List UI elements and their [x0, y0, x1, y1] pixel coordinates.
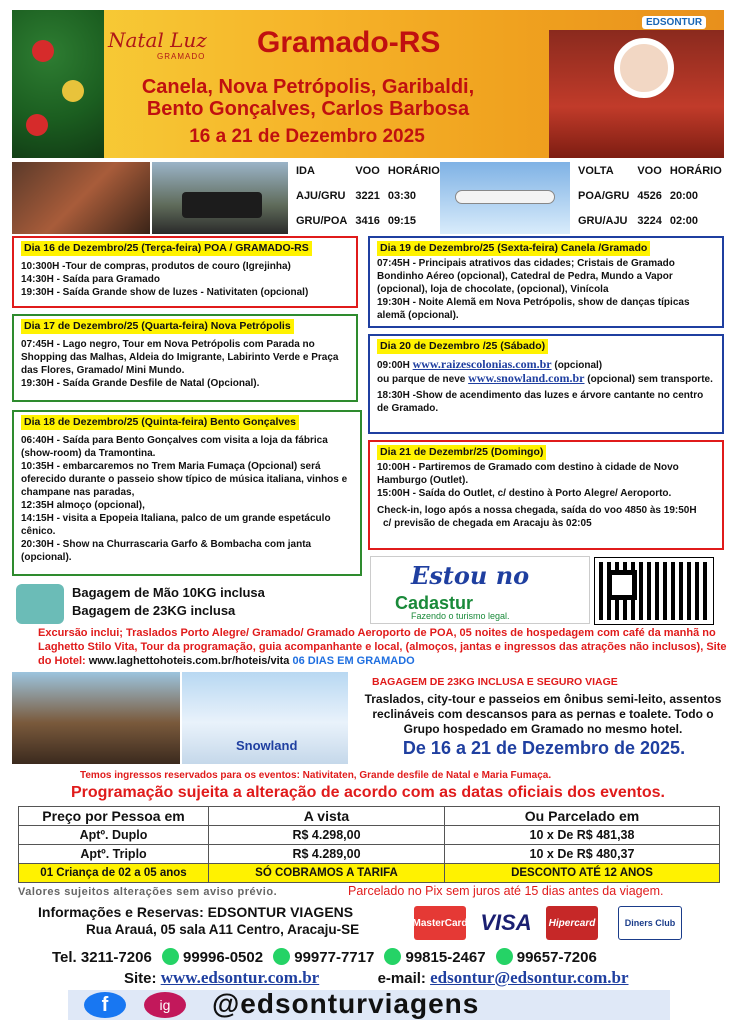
day-heading: Dia 19 de Dezembro/25 (Sexta-feira) Canela /Gramado: [377, 241, 650, 256]
contact-title: Informações e Reservas: EDSONTUR VIAGENS: [38, 904, 354, 920]
flight-cell: 3416: [355, 214, 380, 227]
christmas-tree-image: [12, 10, 104, 158]
transport-info: Traslados, city-tour e passeios em ônibus semi-leito, assentos reclináveis com descansos para as pernas e toalete. Todo o Grupo hospedado em Gramado no mesmo hotel.: [364, 692, 722, 736]
phone-line: [52, 948, 597, 966]
day-line: 10:35H - embarcaremos no Trem Maria Fumaça (Opcional) será oferecido durante o passeio show típico de música italiana, vinhos e champane nas paradas,: [21, 461, 348, 498]
baggage-line: Bagagem de Mão 10KG inclusa: [72, 585, 265, 600]
column-header: Ou Parcelado em: [445, 807, 720, 826]
table-header-row: [19, 807, 720, 826]
day-line: 20:30H - Show na Churrascaria Garfo & Bombacha com janta (opcional).: [21, 539, 312, 563]
natal-luz-sub: GRAMADO: [157, 52, 206, 61]
day-line: 07:45H - Lago negro, Tour em Nova Petrópolis com Parada no Shopping das Malhas, Aldeia do Imigrante, Labirinto Verde e Praça das Flores, Gramado/ Mini Mundo.: [21, 339, 339, 376]
table-cell: DESCONTO ATÉ 12 ANOS: [445, 864, 720, 883]
snowland-link[interactable]: www.snowland.com.br: [468, 371, 585, 385]
flight-header: VOO: [355, 164, 380, 177]
price-table: [18, 806, 720, 883]
day-line: Check-in, logo após a nossa chegada, saída do voo 4850 às 19:50H: [377, 505, 697, 516]
flight-cell: 09:15: [387, 214, 416, 227]
santa-face-icon: [614, 38, 674, 98]
flight-header: VOO: [637, 164, 662, 177]
table-cell: R$ 4.298,00: [209, 826, 445, 845]
day-18-box: [12, 410, 362, 576]
day-line: [377, 372, 715, 386]
snowland-photo: [182, 672, 348, 764]
optional-text: (opcional) sem transporte.: [587, 374, 713, 385]
day-16-box: [12, 236, 358, 308]
header-dates: 16 a 21 de Dezembro 2025: [189, 126, 425, 147]
route-line-1: Canela, Nova Petrópolis, Garibaldi,: [141, 76, 475, 98]
flight-header: IDA: [296, 164, 315, 177]
santa-claus-image: [549, 30, 724, 158]
ornament-icon: [26, 114, 48, 136]
airplane-icon: [455, 190, 555, 204]
whatsapp-number[interactable]: 99657-7206: [516, 949, 597, 966]
flight-cell: 3221: [355, 189, 380, 202]
table-row: [19, 845, 720, 864]
qr-code-icon[interactable]: [595, 558, 713, 624]
cadastur-logo: Cadastur: [395, 593, 474, 613]
site-label: Site:: [124, 970, 157, 987]
whatsapp-number[interactable]: 99996-0502: [182, 949, 264, 966]
visa-icon: VISA: [478, 906, 534, 940]
day-line: 06:40H - Saída para Bento Gonçalves com visita a loja da fábrica (show-room) da Tramontina.: [21, 435, 328, 459]
flight-cell: GRU/AJU: [578, 214, 628, 227]
day-line: 15:00H - Saída do Outlet, c/ destino à Porto Alegre/ Aeroporto.: [377, 488, 672, 499]
header-banner: [12, 10, 724, 158]
hotel-site-link[interactable]: www.laghettohoteis.com.br/hoteis/vita: [88, 655, 290, 667]
website-link[interactable]: www.edsontur.com.br: [160, 968, 320, 987]
flight-cell: 02:00: [669, 214, 698, 227]
flight-header: HORÁRIO: [669, 164, 722, 177]
day-line: 19:30H - Noite Alemã em Nova Petrópolis, show de danças típicas alemã (opcional).: [377, 297, 690, 321]
social-handle[interactable]: @edsonturviagens: [212, 988, 480, 1019]
snow-park-text: ou parque de neve: [377, 374, 466, 385]
day-line: 14:30H - Saída para Gramado: [21, 274, 160, 285]
tickets-note: Temos ingressos reservados para os eventos: Nativitaten, Grande desfile de Natal e Maria Fumaça.: [80, 770, 552, 781]
day-heading: Dia 21 de Dezembr/25 (Domingo): [377, 445, 546, 460]
flight-cell: POA/GRU: [578, 189, 630, 202]
social-bar: [68, 990, 670, 1020]
day-line: 12:35H almoço (opcional),: [21, 500, 145, 511]
flight-cell: 03:30: [387, 189, 416, 202]
route-line-2: Bento Gonçalves, Carlos Barbosa: [146, 98, 470, 120]
route-cities: [108, 76, 508, 120]
day-19-box: [368, 236, 724, 328]
whatsapp-icon: [162, 948, 179, 965]
raizes-coloniais-link[interactable]: www.raizescolonias.com.br: [412, 357, 552, 371]
day-line: c/ previsão de chegada em Aracaju às 02:05: [383, 518, 592, 529]
column-header: Preço por Pessoa em: [19, 807, 209, 826]
day-20-box: [368, 334, 724, 434]
return-flights-table: [574, 158, 726, 233]
facebook-icon[interactable]: f: [84, 992, 126, 1018]
table-cell: SÓ COBRAMOS A TARIFA: [209, 864, 445, 883]
pix-note: Parcelado no Pix sem juros até 15 dias antes da viagem.: [348, 884, 664, 898]
day-line: 19:30H - Saída Grande show de luzes - Nativitaten (opcional): [21, 287, 309, 298]
natal-luz-logo: Natal Luz: [108, 28, 207, 52]
sleigh-photo: [12, 162, 150, 234]
flight-cell: 20:00: [669, 189, 698, 202]
page-title: Gramado-RS: [257, 26, 441, 59]
table-row: [19, 826, 720, 845]
child-price-row: [19, 864, 720, 883]
mastercard-icon: MasterCard: [414, 906, 466, 940]
schedule-note: Programação sujeita a alteração de acordo com as datas oficiais dos eventos.: [70, 784, 665, 801]
day-heading: Dia 18 de Dezembro/25 (Quinta-feira) Bento Gonçalves: [21, 415, 299, 430]
table-cell: R$ 4.289,00: [209, 845, 445, 864]
time-text: 09:00H: [377, 360, 410, 371]
includes-text: Excursão inclui; Traslados Porto Alegre/ Gramado/ Gramado Aeroporto de POA, 05 noites de hospedagem com café da manhã no Laghetto Stilo Vita, Tour da programação, guia acompanhante e local, (almoços, jantas e ingressos das atrações não inclusos), Site do Hotel:: [38, 627, 727, 667]
train-photo: [152, 162, 288, 234]
address: Rua Arauá, 05 sala A11 Centro, Aracaju-SE: [86, 922, 360, 937]
table-cell: 10 x De R$ 480,37: [445, 845, 720, 864]
snowland-logo: Snowland: [236, 738, 298, 753]
day-heading: Dia 16 de Dezembro/25 (Terça-feira) POA / GRAMADO-RS: [21, 241, 312, 256]
diners-club-icon: Diners Club: [618, 906, 682, 940]
day-line: 14:15H - visita a Epopeia Italiana, palco de um grande espetáculo cênico.: [21, 513, 331, 537]
day-line: 07:45H - Principais atrativos das cidades; Cristais de Gramado Bondinho Aéreo (opcional), Catedral de Pedra, Mundo a Vapor (opcional), loja de chocolate, (opcional), Vinícola: [377, 258, 675, 295]
table-cell: 01 Criança de 02 a 05 anos: [19, 864, 209, 883]
cadastur-slogan: Fazendo o turismo legal.: [411, 611, 510, 621]
flight-cell: AJU/GRU: [296, 189, 346, 202]
landline-phone[interactable]: Tel. 3211-7206: [52, 949, 152, 966]
insurance-note: BAGAGEM DE 23KG INCLUSA E SEGURO VIAGE: [372, 676, 618, 688]
ornament-icon: [32, 40, 54, 62]
whatsapp-number[interactable]: 99977-7717: [294, 949, 375, 966]
table-cell: Aptº. Duplo: [19, 826, 209, 845]
cadastur-badge: [370, 556, 590, 624]
trip-dates: De 16 a 21 de Dezembro de 2025.: [402, 738, 686, 758]
day-heading: Dia 20 de Dezembro /25 (Sábado): [377, 339, 548, 354]
flight-header: VOLTA: [578, 164, 614, 177]
day-line: 10:00H - Partiremos de Gramado com destino à cidade de Novo Hamburgo (Outlet).: [377, 462, 679, 486]
flight-cell: 3224: [637, 214, 662, 227]
flight-header: HORÁRIO: [387, 164, 440, 177]
locomotive-icon: [182, 192, 262, 218]
flight-cell: GRU/POA: [296, 214, 348, 227]
ornament-icon: [62, 80, 84, 102]
flight-cell: 4526: [637, 189, 662, 202]
day-line: [377, 358, 715, 372]
column-header: A vista: [209, 807, 445, 826]
qr-finder-icon: [607, 570, 637, 600]
day-21-box: [368, 440, 724, 550]
day-line: 19:30H - Saída Grande Desfile de Natal (Opcional).: [21, 378, 260, 389]
days-count-text: 06 DIAS EM GRAMADO: [292, 655, 415, 667]
day-17-box: [12, 314, 358, 402]
whatsapp-number[interactable]: 99815-2467: [405, 949, 486, 966]
airplane-photo: [440, 162, 570, 234]
price-warning: Valores sujeitos alterações sem aviso prévio.: [18, 886, 278, 898]
hipercard-icon: Hipercard: [546, 906, 598, 940]
day-line: 10:300H -Tour de compras, produtos de couro (Igrejinha): [21, 261, 291, 272]
optional-text: (opcional): [554, 360, 603, 371]
package-includes: [38, 626, 728, 668]
website-line: [124, 968, 629, 988]
suitcase-icon: [16, 584, 64, 624]
table-cell: 10 x De R$ 481,38: [445, 826, 720, 845]
baggage-line: Bagagem de 23KG inclusa: [72, 603, 236, 618]
cadastur-title: Estou no: [411, 561, 530, 590]
instagram-icon[interactable]: ig: [144, 992, 186, 1018]
table-cell: Aptº. Triplo: [19, 845, 209, 864]
email-label: e-mail:: [377, 970, 426, 987]
email-link[interactable]: edsontur@edsontur.com.br: [430, 968, 629, 987]
baggage-info: [72, 584, 265, 620]
whatsapp-icon: [384, 948, 401, 965]
day-line: 18:30H -Show de acendimento das luzes e árvore cantante no centro de Gramado.: [377, 390, 704, 414]
whatsapp-icon: [273, 948, 290, 965]
whatsapp-icon: [496, 948, 513, 965]
hotel-photo: [12, 672, 180, 764]
day-heading: Dia 17 de Dezembro/25 (Quarta-feira) Nova Petrópolis: [21, 319, 294, 334]
outbound-flights-table: [292, 158, 444, 233]
edsontur-logo: EDSONTUR: [642, 16, 706, 29]
